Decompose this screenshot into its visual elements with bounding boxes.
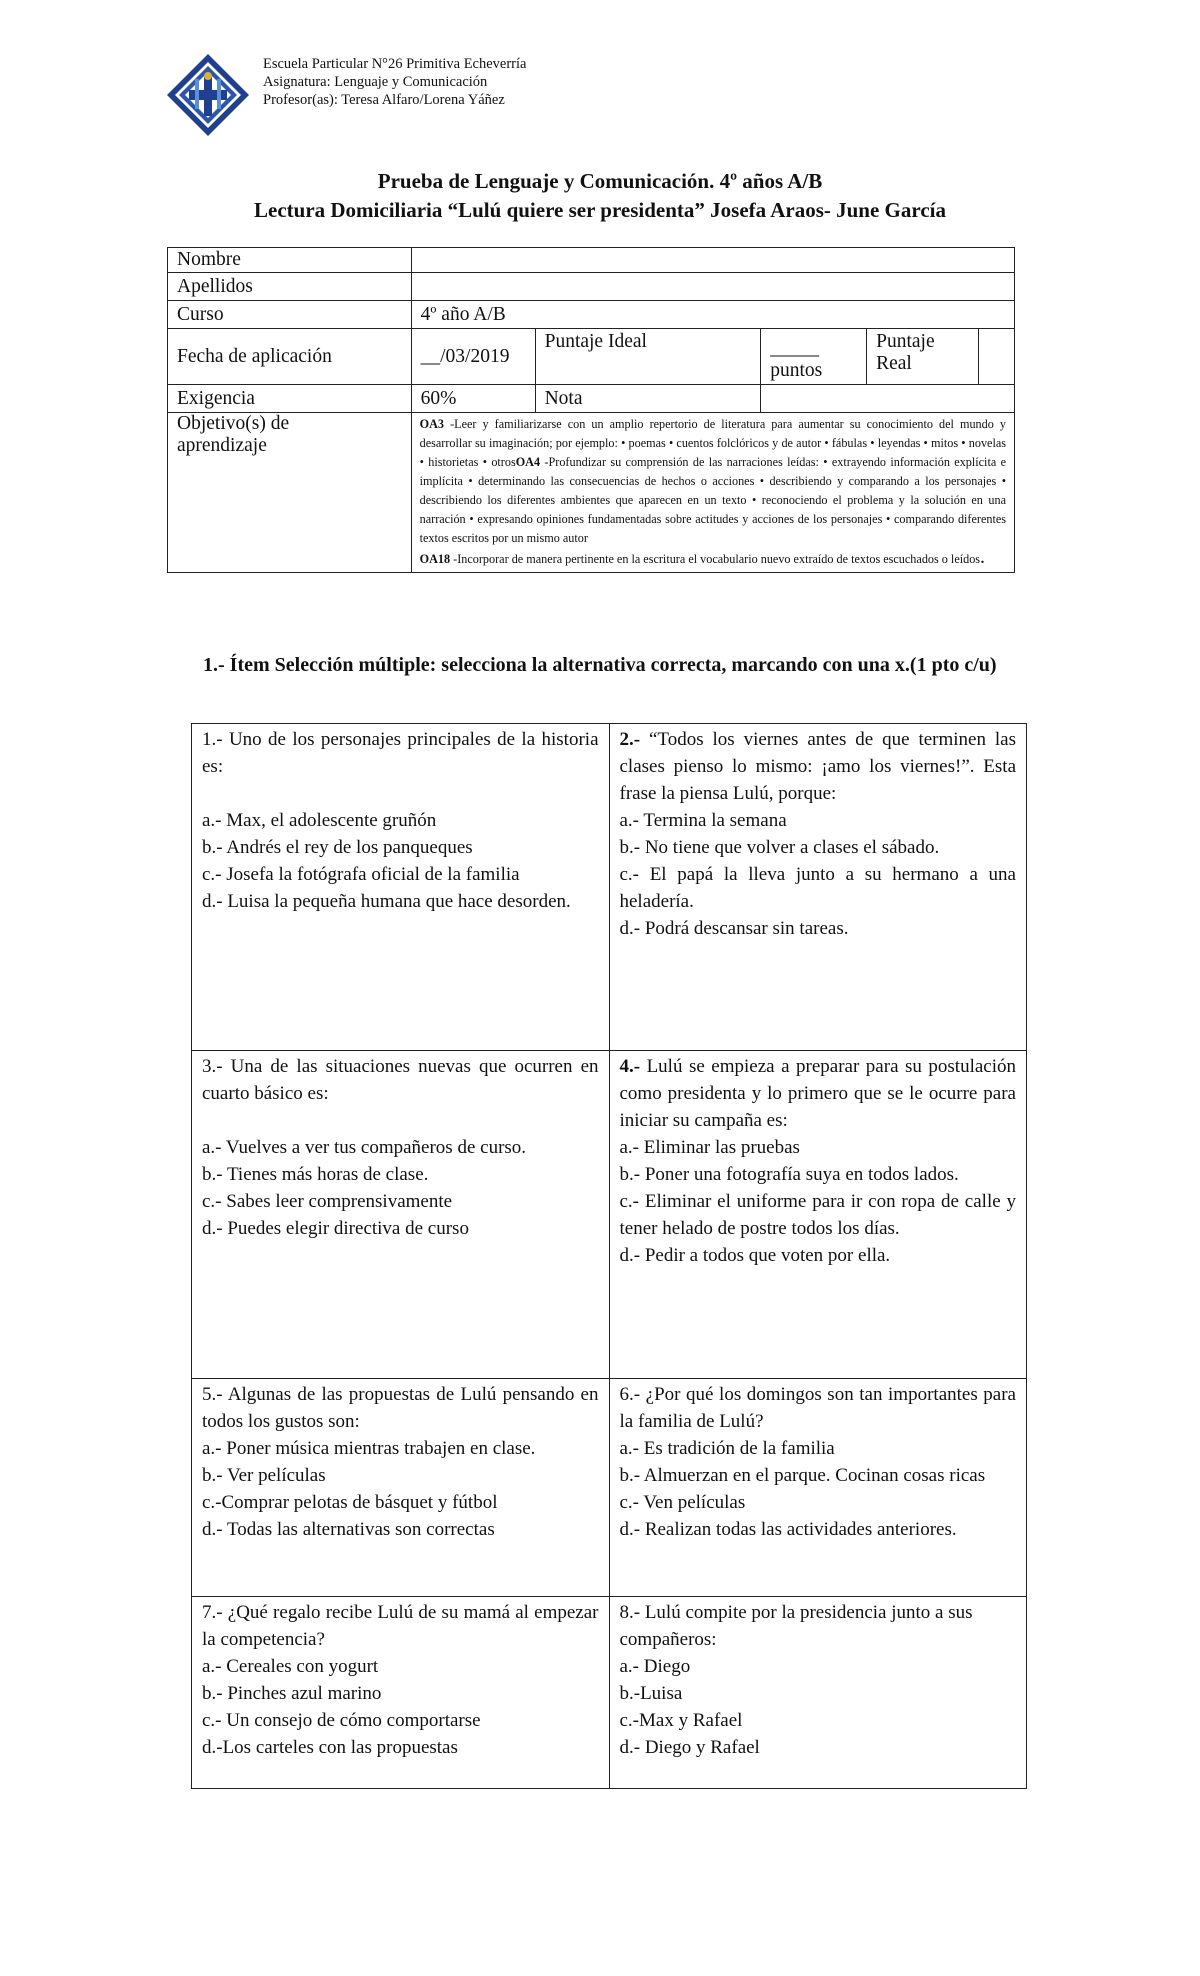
oa18-code: OA18: [419, 552, 451, 566]
nombre-field[interactable]: [411, 248, 1014, 273]
puntaje-ideal-label: Puntaje Ideal: [535, 329, 761, 385]
student-info-table: [167, 247, 1015, 573]
teachers-line: Profesor(as): Teresa Alfaro/Lorena Yáñez: [263, 92, 505, 108]
section-heading: 1.- Ítem Selección múltiple: selecciona la alternativa correcta, marcando con una x.(1 pto c/u): [203, 654, 997, 676]
puntaje-real-label: [867, 329, 979, 385]
q2-number: 2.-: [619, 729, 641, 750]
puntaje-real-line2: Real: [876, 353, 912, 374]
school-name: Escuela Particular N°26 Primitiva Echeverría: [263, 56, 527, 72]
q1-option-a[interactable]: a.- Max, el adolescente gruñón: [202, 810, 437, 831]
puntaje-real-field[interactable]: [979, 329, 1015, 385]
q2-option-a[interactable]: a.- Termina la semana: [619, 810, 787, 831]
q1-stem: 1.- Uno de los personajes principales de la historia es:: [202, 729, 599, 777]
objetivo-line2: aprendizaje: [177, 435, 267, 456]
question-2[interactable]: [609, 724, 1027, 1051]
q5-option-d[interactable]: d.- Todas las alternativas son correctas: [202, 1519, 495, 1540]
question-7[interactable]: [192, 1597, 610, 1789]
test-title-block: [0, 167, 1200, 225]
q2-option-b[interactable]: b.- No tiene que volver a clases el sábado.: [619, 837, 940, 858]
school-logo: [165, 52, 251, 138]
q4-option-d[interactable]: d.- Pedir a todos que voten por ella.: [619, 1245, 891, 1266]
oa3-code: OA3: [419, 417, 445, 431]
q4-option-c[interactable]: c.- Eliminar el uniforme para ir con ropa de calle y tener helado de postre todos los días.: [619, 1191, 1016, 1239]
q5-option-c[interactable]: c.-Comprar pelotas de básquet y fútbol: [202, 1492, 498, 1513]
curso-value: 4º año A/B: [411, 301, 1014, 329]
q6-stem: 6.- ¿Por qué los domingos son tan importantes para la familia de Lulú?: [619, 1384, 1016, 1432]
q6-option-b[interactable]: b.- Almuerzan en el parque. Cocinan cosas ricas: [619, 1465, 986, 1486]
puntos-field[interactable]: _____ puntos: [761, 329, 867, 385]
q7-option-d[interactable]: d.-Los carteles con las propuestas: [202, 1737, 458, 1758]
apellidos-field[interactable]: [411, 273, 1014, 301]
quiz-table: [191, 723, 1027, 1789]
q8-stem: 8.- Lulú compite por la presidencia junto a sus compañeros:: [619, 1602, 973, 1650]
nota-label: Nota: [535, 385, 761, 413]
q3-stem: 3.- Una de las situaciones nuevas que ocurren en cuarto básico es:: [202, 1056, 599, 1104]
q8-option-d[interactable]: d.- Diego y Rafael: [619, 1737, 760, 1758]
puntaje-real-line1: Puntaje: [876, 331, 935, 352]
q3-option-c[interactable]: c.- Sabes leer comprensivamente: [202, 1191, 453, 1212]
question-4[interactable]: [609, 1051, 1027, 1379]
q5-option-b[interactable]: b.- Ver películas: [202, 1465, 326, 1486]
q1-option-b[interactable]: b.- Andrés el rey de los panqueques: [202, 837, 473, 858]
q1-option-c[interactable]: c.- Josefa la fotógrafa oficial de la familia: [202, 864, 520, 885]
q8-option-a[interactable]: a.- Diego: [619, 1656, 691, 1677]
apellidos-label: Apellidos: [168, 273, 412, 301]
fecha-label: Fecha de aplicación: [168, 329, 412, 385]
q3-option-d[interactable]: d.- Puedes elegir directiva de curso: [202, 1218, 469, 1239]
oa3-text: -Leer y familiarizarse con un amplio repertorio de literatura para aumentar su conocimiento del mundo y desarrollar su imaginación; por ejemplo: • poemas • cuentos folclóricos y de autor • fábulas • leyendas • mitos • novelas • historietas • otros: [419, 417, 1006, 469]
q7-option-a[interactable]: a.- Cereales con yogurt: [202, 1656, 379, 1677]
oa4-text: -Profundizar su comprensión de las narraciones leídas: • extrayendo información explícita e implícita • determinando las consecuencias de hechos o acciones • describiendo y comparando a los personajes • describiendo los diferentes ambientes que aparecen en un texto • reconociendo el problema y la solución en una narración • expresando opiniones fundamentadas sobre actitudes y acciones de los personajes • comparando diferentes textos escritos por un mismo autor: [419, 455, 1006, 545]
question-6[interactable]: [609, 1379, 1027, 1597]
q6-option-a[interactable]: a.- Es tradición de la familia: [619, 1438, 835, 1459]
oa18-end: .: [980, 546, 986, 568]
objetivo-line1: Objetivo(s) de: [177, 413, 290, 434]
question-5[interactable]: [192, 1379, 610, 1597]
question-8[interactable]: [609, 1597, 1027, 1789]
q7-stem: 7.- ¿Qué regalo recibe Lulú de su mamá al empezar la competencia?: [202, 1602, 599, 1650]
subject-line: Asignatura: Lenguaje y Comunicación: [263, 74, 488, 90]
question-3[interactable]: [192, 1051, 610, 1379]
nombre-label: Nombre: [168, 248, 412, 273]
oa4-code: OA4: [515, 455, 541, 469]
q4-stem: Lulú se empieza a preparar para su postulación como presidenta y lo primero que se le ocurre para iniciar su campaña es:: [619, 1056, 1016, 1131]
oa18-text: -Incorporar de manera pertinente en la escritura el vocabulario nuevo extraído de textos escuchados o leídos: [450, 552, 981, 566]
exigencia-label: Exigencia: [168, 385, 412, 413]
q4-option-b[interactable]: b.- Poner una fotografía suya en todos lados.: [619, 1164, 959, 1185]
q1-option-d[interactable]: d.- Luisa la pequeña humana que hace desorden.: [202, 891, 571, 912]
q7-option-b[interactable]: b.- Pinches azul marino: [202, 1683, 382, 1704]
q4-option-a[interactable]: a.- Eliminar las pruebas: [619, 1137, 800, 1158]
question-1[interactable]: [192, 724, 610, 1051]
q8-option-b[interactable]: b.-Luisa: [619, 1683, 683, 1704]
q5-option-a[interactable]: a.- Poner música mientras trabajen en clase.: [202, 1438, 536, 1459]
test-subtitle: Lectura Domiciliaria “Lulú quiere ser presidenta” Josefa Araos- June García: [254, 198, 946, 222]
nota-field[interactable]: [761, 385, 1015, 413]
q2-option-d[interactable]: d.- Podrá descansar sin tareas.: [619, 918, 849, 939]
q4-number: 4.-: [619, 1056, 641, 1077]
q3-option-b[interactable]: b.- Tienes más horas de clase.: [202, 1164, 429, 1185]
q2-stem: “Todos los viernes antes de que terminen las clases pienso lo mismo: ¡amo los viernes!”. Esta frase la piensa Lulú, porque:: [619, 729, 1016, 804]
objectives-text: [411, 413, 1014, 573]
q2-option-c[interactable]: c.- El papá la lleva junto a su hermano a una heladería.: [619, 864, 1016, 912]
q6-option-d[interactable]: d.- Realizan todas las actividades anteriores.: [619, 1519, 957, 1540]
q8-option-c[interactable]: c.-Max y Rafael: [619, 1710, 743, 1731]
q5-stem: 5.- Algunas de las propuestas de Lulú pensando en todos los gustos son:: [202, 1384, 599, 1432]
exigencia-value: 60%: [411, 385, 535, 413]
test-title: Prueba de Lenguaje y Comunicación. 4º años A/B: [377, 169, 823, 193]
q6-option-c[interactable]: c.- Ven películas: [619, 1492, 746, 1513]
fecha-value[interactable]: __/03/2019: [411, 329, 535, 385]
q7-option-c[interactable]: c.- Un consejo de cómo comportarse: [202, 1710, 481, 1731]
objetivo-label: [168, 413, 412, 573]
curso-label: Curso: [168, 301, 412, 329]
q3-option-a[interactable]: a.- Vuelves a ver tus compañeros de curso.: [202, 1137, 527, 1158]
